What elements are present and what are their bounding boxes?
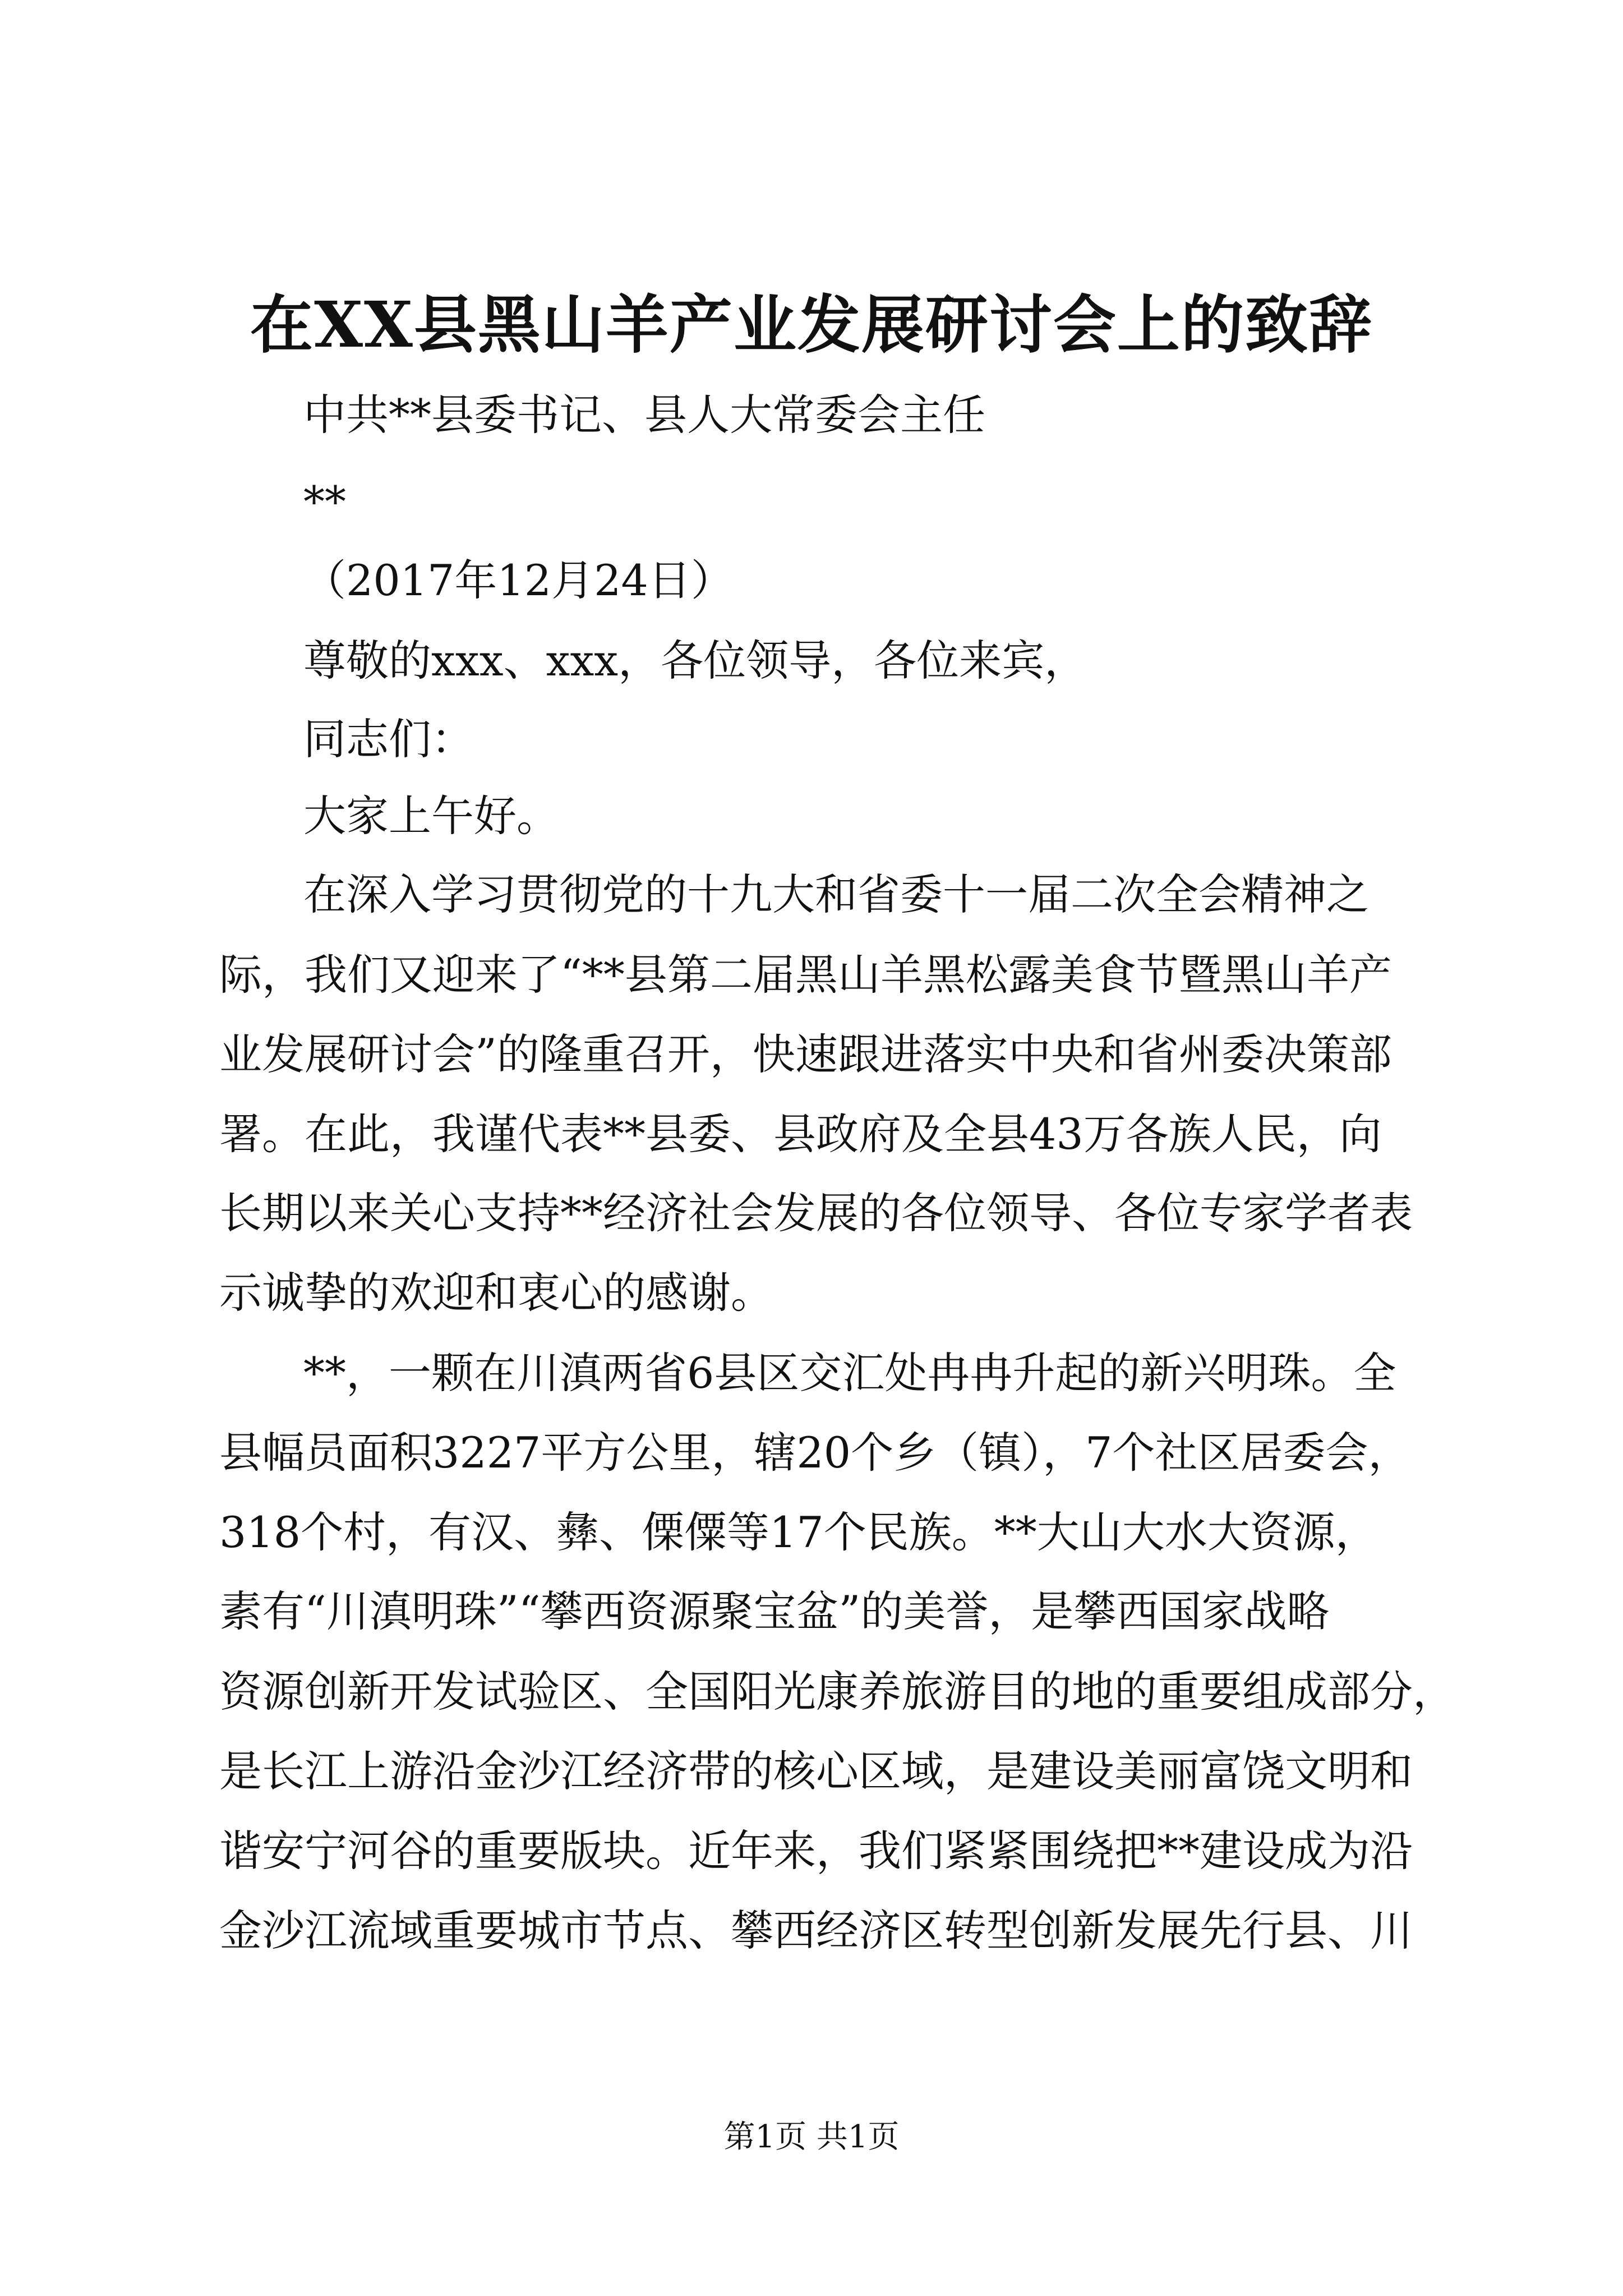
page-footer: 第1页 共1页 xyxy=(723,2119,900,2155)
greeting-line: 大家上午好。 xyxy=(303,791,559,841)
document-title: 在XX县黑山羊产业发展研讨会上的致辞 xyxy=(250,288,1373,362)
paragraph-1-line: 在深入学习贯彻党的十九大和省委十一届二次全会精神之 xyxy=(303,869,1369,919)
speech-date: （2017年12月24日） xyxy=(303,555,734,605)
paragraph-1-line: 署。在此，我谨代表**县委、县政府及全县43万各族人民，向 xyxy=(219,1109,1382,1159)
paragraph-2-line: 谐安宁河谷的重要版块。近年来，我们紧紧围绕把**建设成为沿 xyxy=(219,1826,1413,1876)
salutation-line-1: 尊敬的xxx、xxx，各位领导，各位来宾， xyxy=(303,636,1087,685)
paragraph-1-line: 业发展研讨会”的隆重召开，快速跟进落实中央和省州委决策部 xyxy=(219,1029,1392,1079)
paragraph-2-line: 资源创新开发试验区、全国阳光康养旅游目的地的重要组成部分， xyxy=(219,1667,1455,1717)
paragraph-2-line: 是长江上游沿金沙江经济带的核心区域，是建设美丽富饶文明和 xyxy=(219,1746,1413,1796)
paragraph-2-line: 318个村，有汉、彝、傈僳等17个民族。**大山大水大资源， xyxy=(219,1507,1378,1557)
paragraph-1-line: 际，我们又迎来了“**县第二届黑山羊黑松露美食节暨黑山羊产 xyxy=(219,950,1392,1000)
paragraph-1-line: 长期以来关心支持**经济社会发展的各位领导、各位专家学者表 xyxy=(219,1188,1413,1238)
paragraph-1-line: 示诚挚的欢迎和衷心的感谢。 xyxy=(219,1268,773,1318)
paragraph-2-line: **，一颗在川滇两省6县区交汇处冉冉升起的新兴明珠。全 xyxy=(303,1348,1396,1398)
paragraph-2-line: 素有“川滇明珠”“攀西资源聚宝盆”的美誉，是攀西国家战略 xyxy=(219,1586,1330,1636)
paragraph-2-line: 金沙江流域重要城市节点、攀西经济区转型创新发展先行县、川 xyxy=(219,1906,1413,1955)
paragraph-2-line: 县幅员面积3227平方公里，辖20个乡（镇），7个社区居委会， xyxy=(219,1428,1411,1478)
author-name: ** xyxy=(303,477,346,527)
author-title: 中共**县委书记、县人大常委会主任 xyxy=(303,390,985,440)
salutation-line-2: 同志们： xyxy=(303,714,474,764)
